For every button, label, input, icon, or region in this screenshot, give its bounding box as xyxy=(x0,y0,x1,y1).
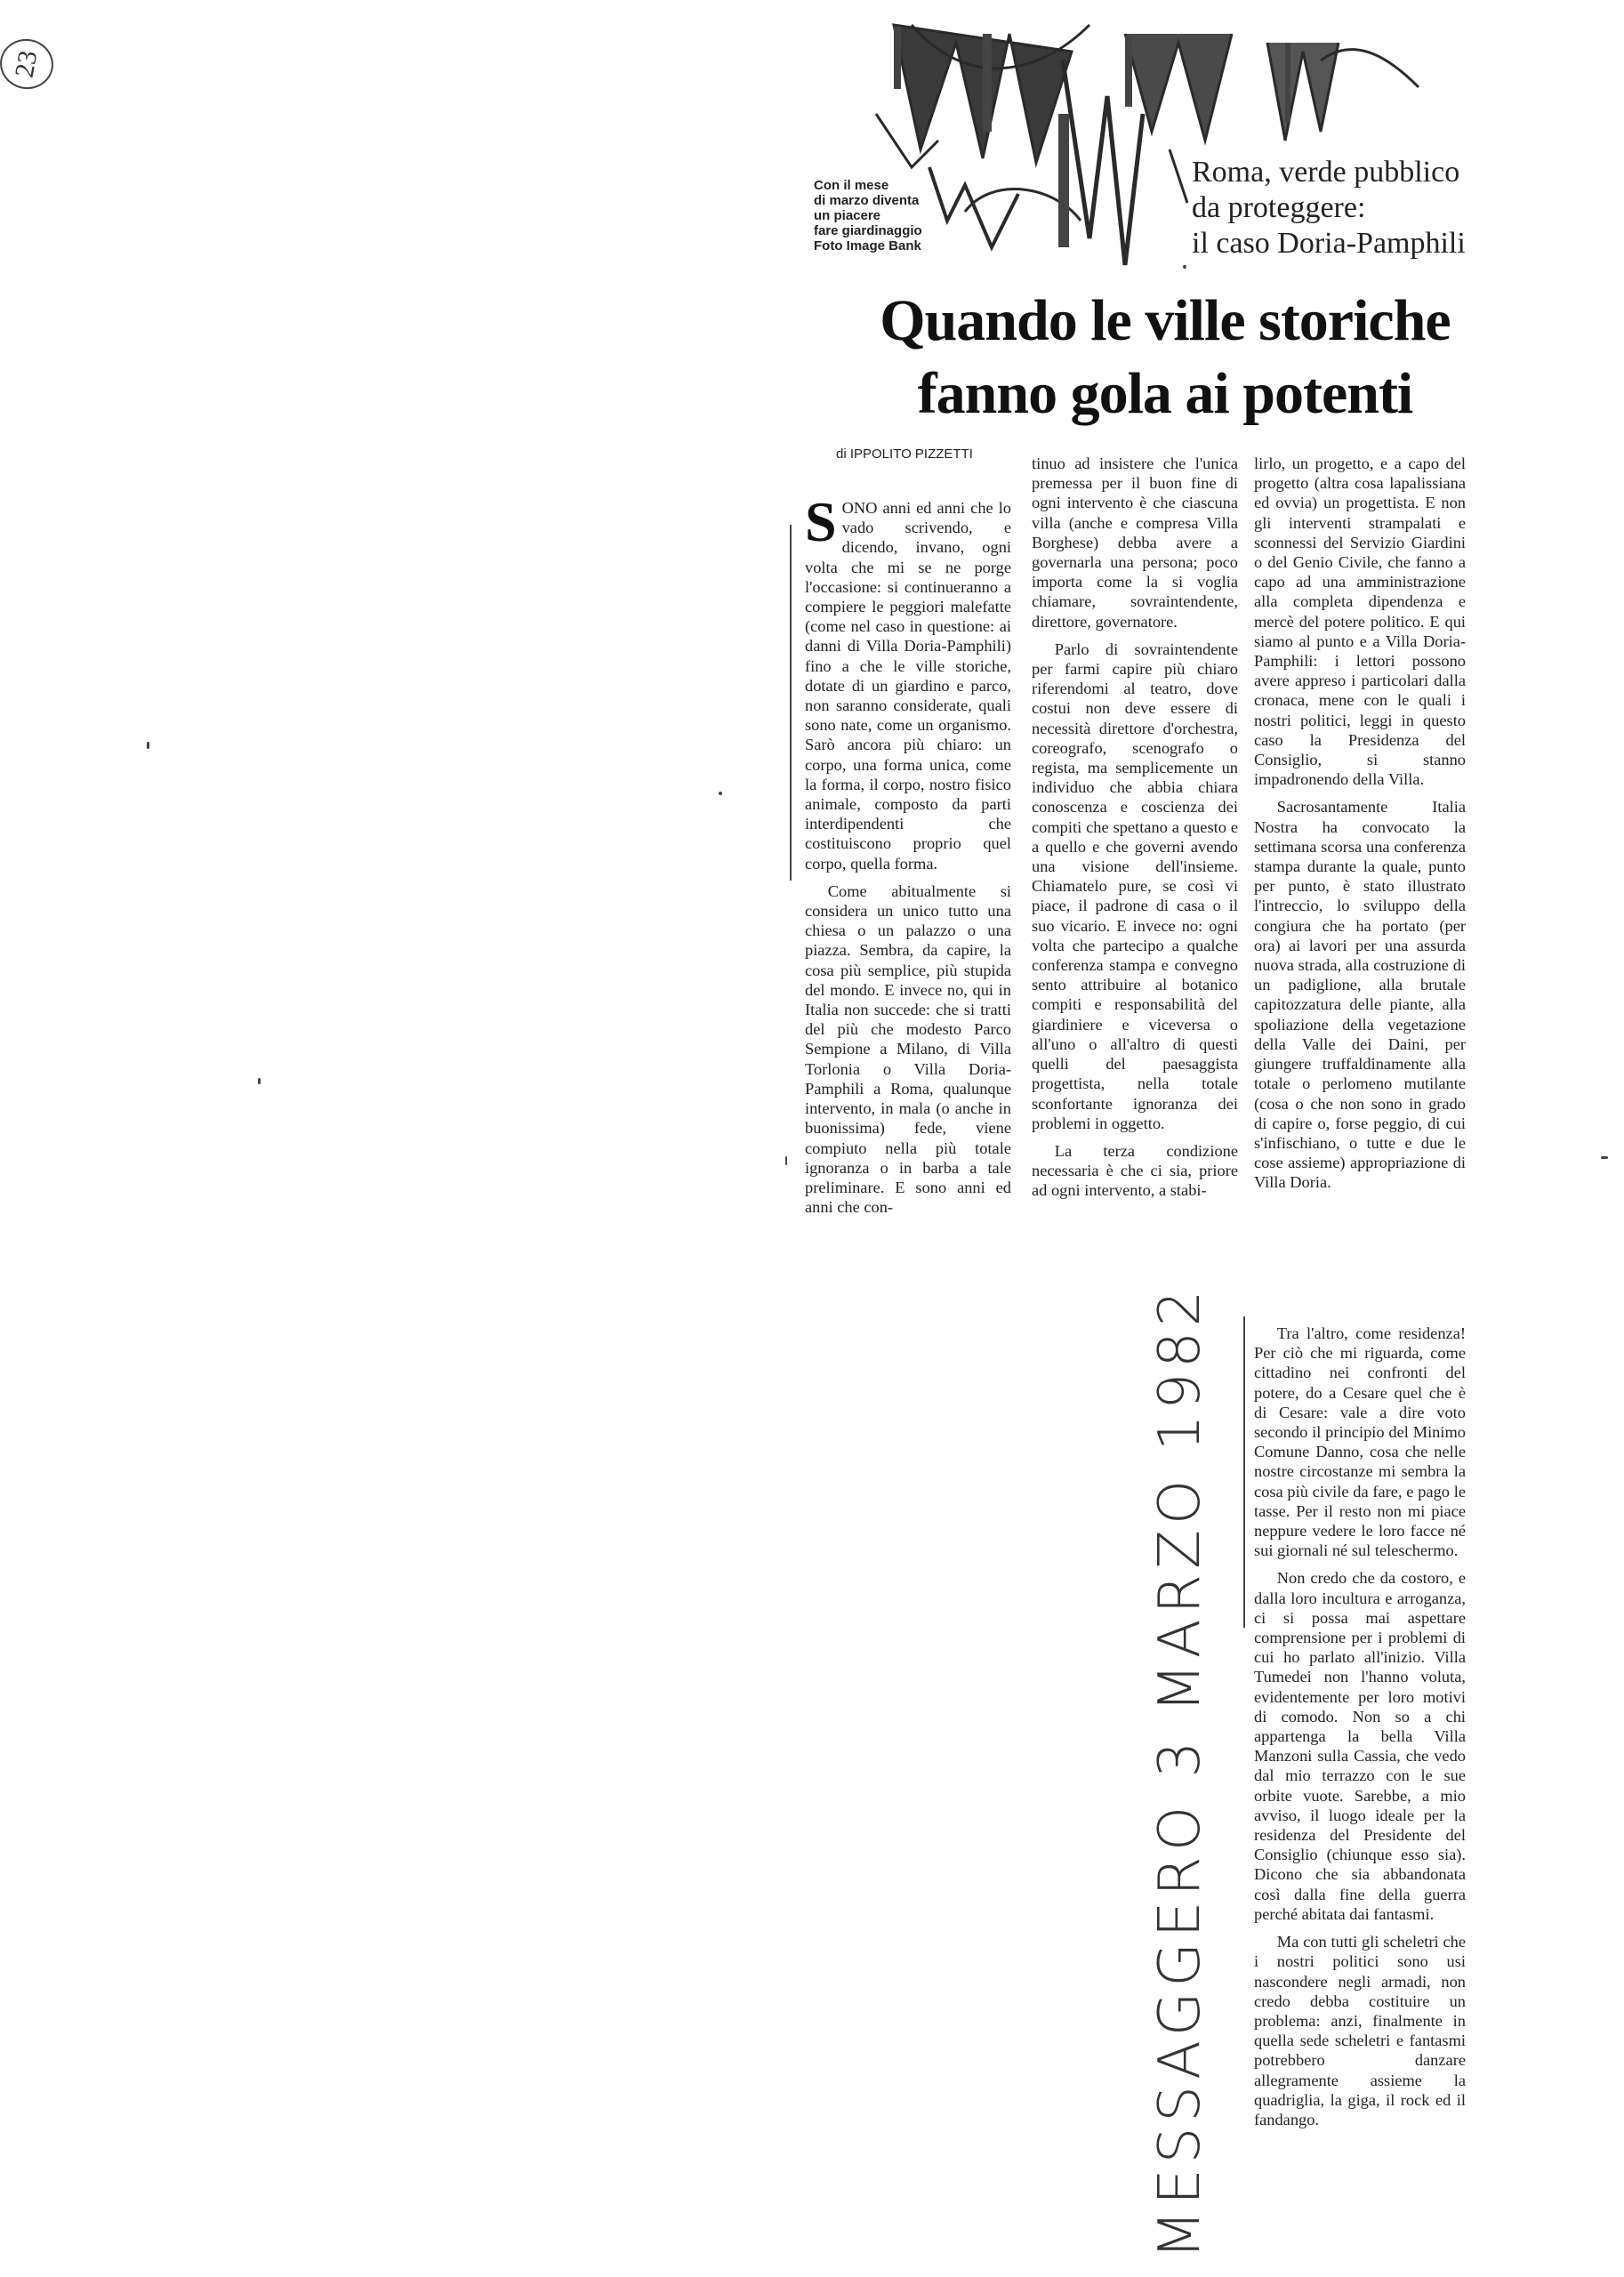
drop-cap: S xyxy=(805,490,837,553)
kicker-line: da proteggere: xyxy=(1192,191,1366,224)
article-column-3 xyxy=(1254,454,1466,1201)
caption-line: di marzo diventa xyxy=(814,193,920,208)
article-paragraph: lirlo, un progetto, e a capo del progetto (altra cosa lapalissiana ed ovvia) un progettista. E non gli interventi strampalati e sconnessi del Servizio Giardini o del Genio Civile, che fanno a capo ad una amministrazione alla completa dipendenza e mercè del potere politico. E qui siamo al punto e a Villa Doria-Pamphili: i lettori possono avere appreso i particolari dalla cronaca, mene con le quali i nostri politici, leggi in questo caso la Presidenza del Consiglio, si stanno impadronendo della Villa. xyxy=(1254,455,1466,789)
caption-line: fare giardinaggio xyxy=(814,223,922,238)
photo-caption xyxy=(814,178,956,253)
article-paragraph: Tra l'altro, come residenza! Per ciò che mi riguarda, come cittadino nei confronti del potere, do a Cesare quel che è di Cesare: vale a dire voto secondo il principio del Minimo Comune Danno, cosa che nelle nostre circostanze mi sembra la cosa più civile da fare, e pago le tasse. Per il resto non mi piace neppure vedere le loro facce né sui giornali né sul teleschermo. xyxy=(1254,1324,1466,1560)
scan-speck xyxy=(785,1156,787,1165)
article-paragraph: Ma con tutti gli scheletri che i nostri politici sono usi nascondere negli armadi, non credo debba costituire un problema: anzi, finalmente in quella sede scheletri e fantasmi potrebbero danzare allegramente assieme la quadriglia, la giga, il rock ed il fandango. xyxy=(1254,1933,1466,2128)
column-rule xyxy=(1243,1316,1245,1628)
byline: di IPPOLITO PIZZETTI xyxy=(836,447,973,462)
article-paragraph: Non credo che da costoro, e dalla loro incultura e arroganza, ci si possa mai aspettare comprensione per i problemi di cui ho parlato all'inizio. Villa Tumedei non l'hanno voluta, evidentemente per loro motivi di comodo. Non so a chi appartenga la bella Villa Manzoni sulla Cassia, che vedo dal mio terrazzo con le sue orbite vuote. Sarebbe, a mio avviso, il luogo ideale per la residenza del Presidente del Consiglio (chiunque esso sia). Dicono che sia abbandonata così dalla fine della guerra perché abitata dai fantasmi. xyxy=(1254,1569,1466,1923)
kicker-line: il caso Doria-Pamphili xyxy=(1192,227,1466,260)
headline-line: fanno gola ai potenti xyxy=(917,361,1413,426)
handwritten-source-note: MESSAGGERO 3 MARZO 1982 xyxy=(1147,1284,1213,2259)
page-number: 23 xyxy=(9,48,44,80)
article-column-1 xyxy=(805,490,1011,1225)
article-column-2 xyxy=(1032,454,1238,1209)
caption-line: un piacere xyxy=(814,208,881,223)
paragraph-text: ONO anni ed anni che lo vado scrivendo, e dicendo, invano, ogni volta che mi se ne porge l'occasione: si continueranno a compiere le peggiori malefatte (come nel caso in questione: ai danni di Villa Doria-Pamphili) fino a che le ville storiche, dotate di un giardino e parco, non saranno considerate, quali sono nate, come un organismo. Sarò ancora più chiaro: un corpo, una forma unica, come la forma, il corpo, nostro fisico animale, composto da parti interdipendenti che costituiscono proprio quel corpo, quella forma. xyxy=(805,499,1011,873)
kicker xyxy=(1192,155,1494,261)
article-paragraph xyxy=(805,490,1011,873)
headline xyxy=(818,285,1512,430)
article-paragraph: La terza condizione necessaria è che ci sia, priore ad ogni intervento, a stabi- xyxy=(1032,1141,1238,1200)
headline-line: Quando le ville storiche xyxy=(880,288,1451,353)
column-rule xyxy=(790,525,792,881)
article-paragraph: tinuo ad insistere che l'unica premessa per il buon fine di ogni intervento è che ciascuna villa (anche e compresa Villa Borghese) debba avere a governarla una persona; poco importa come la si voglia chiamare, sovraintendente, direttore, governatore. xyxy=(1032,455,1238,631)
scan-speck xyxy=(1601,1156,1608,1159)
article-paragraph: Parlo di sovraintendente per farmi capire più chiaro riferendomi al teatro, dove costui non deve essere di necessità direttore d'orchestra, coreografo, scenografo o regista, ma semplicemente un individuo che abbia chiara conoscenza e coscienza dei compiti che spettano a questo e a quello e che governi avendo una visione dell'insieme. Chiamatelo pure, se così vi piace, il padrone di casa o il suo vicario. E invece no: ogni volta che partecipo a qualche conferenza stampa e convegno sento attribuire al botanico compiti e responsabilità del giardiniere e viceversa o all'uno o all'altro di questi quelli del paesaggista progettista, nella totale sconfortante ignoranza dei problemi in oggetto. xyxy=(1032,640,1238,1132)
caption-line: Con il mese xyxy=(814,178,889,193)
article-paragraph: Come abitualmente si considera un unico tutto una chiesa o un palazzo o una piazza. Sembra, da capire, la cosa più semplice, più stupida del mondo. E invece no, qui in Italia non succede: che si tratti del più che modesto Parco Sempione a Milano, di Villa Torlonia o Villa Doria-Pamphili a Roma, qualunque intervento, in mala (o anche in buonissima) fede, viene compiuto nella più totale ignoranza o in barba a tale preliminare. E sono anni ed anni che con- xyxy=(805,881,1011,1217)
article-column-4 xyxy=(1254,1324,1466,2137)
article-paragraph: Sacrosantamente Italia Nostra ha convocato la settimana scorsa una conferenza stampa durante la quale, punto per punto, è stato illustrato l'intreccio, lo sviluppo della congiura che ha portato (per ora) ai lavori per una assurda nuova strada, alla costruzione di un padiglione, alla brutale capitozzatura delle piante, alla spoliazione della vegetazione della Valle dei Daini, per giungere truffaldinamente alla totale o perlomeno mutilante (cosa o che non sono in grado di capire o, forse peggio, di cui s'infischiano, o tutte e due le cose assieme) appropriazione di Villa Doria. xyxy=(1254,798,1466,1192)
scan-speck xyxy=(1183,265,1186,269)
scan-speck xyxy=(147,742,149,749)
scan-speck xyxy=(258,1078,261,1084)
caption-line: Foto Image Bank xyxy=(814,238,921,253)
page-number-mark xyxy=(0,35,57,93)
kicker-line: Roma, verde pubblico xyxy=(1192,156,1460,189)
scan-speck xyxy=(719,792,722,795)
